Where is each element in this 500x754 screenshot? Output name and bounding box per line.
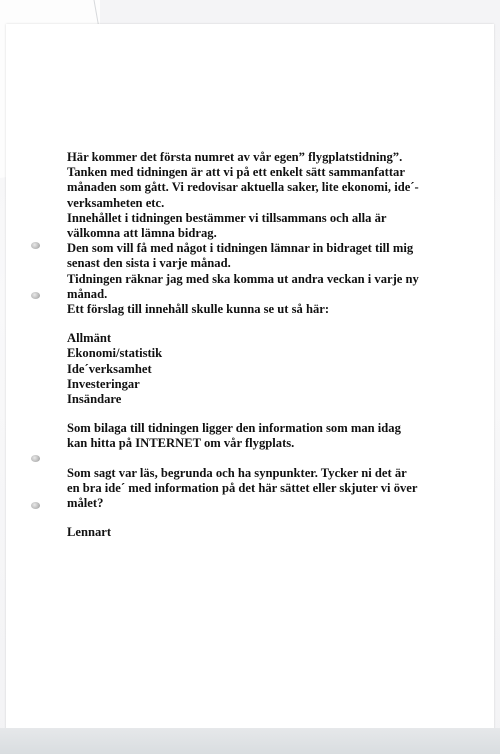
text-line: Här kommer det första numret av vår egen” flygplatstidning”. xyxy=(67,150,403,164)
text-line: Tanken med tidningen är att vi på ett enkelt sätt sammanfattar xyxy=(67,165,405,180)
paragraph-gap xyxy=(67,511,447,525)
topic-item: Investeringar xyxy=(67,376,140,391)
closing-paragraph xyxy=(67,466,447,512)
paragraph-gap xyxy=(67,452,447,466)
topic-item: Insändare xyxy=(67,392,122,407)
text-line: välkomna att lämna bidrag. xyxy=(67,226,217,241)
topic-list xyxy=(67,331,447,407)
punch-hole xyxy=(31,502,40,509)
text-line: målet? xyxy=(67,496,104,511)
paragraph-gap xyxy=(67,317,447,331)
paragraph-gap xyxy=(67,407,447,421)
topic-item: Allmänt xyxy=(67,331,112,346)
topic-item: Ide´verksamhet xyxy=(67,361,152,376)
punch-hole xyxy=(31,242,40,249)
punch-hole xyxy=(31,292,40,299)
attachment-paragraph xyxy=(67,421,447,451)
signature: Lennart xyxy=(67,525,112,540)
punch-hole xyxy=(31,455,40,462)
text-line: Som bilaga till tidningen ligger den information som man idag xyxy=(67,421,401,436)
text-line: Innehållet i tidningen bestämmer vi tillsammans och alla är xyxy=(67,210,387,225)
topic-item: Ekonomi/statistik xyxy=(67,346,163,361)
text-line: kan hitta på INTERNET om vår flygplats. xyxy=(67,436,295,451)
text-line: månad. xyxy=(67,286,108,301)
text-line: verksamheten etc. xyxy=(67,195,165,210)
text-line: Som sagt var läs, begrunda och ha synpunkter. Tycker ni det är xyxy=(67,465,407,480)
text-line: Den som vill få med något i tidningen lämnar in bidraget till mig xyxy=(67,241,414,256)
text-line: senast den sista i varje månad. xyxy=(67,256,231,271)
text-line: Ett förslag till innehåll skulle kunna se ut så här: xyxy=(67,302,330,317)
intro-paragraph xyxy=(67,150,447,317)
letter-body xyxy=(67,150,447,540)
text-line: en bra ide´ med information på det här sättet eller skjuter vi över xyxy=(67,480,418,495)
text-line: Tidningen räknar jag med ska komma ut andra veckan i varje ny xyxy=(67,271,419,286)
text-line: månaden som gått. Vi redovisar aktuella saker, lite ekonomi, ide´- xyxy=(67,180,419,195)
page-bottom-edge xyxy=(0,728,500,754)
